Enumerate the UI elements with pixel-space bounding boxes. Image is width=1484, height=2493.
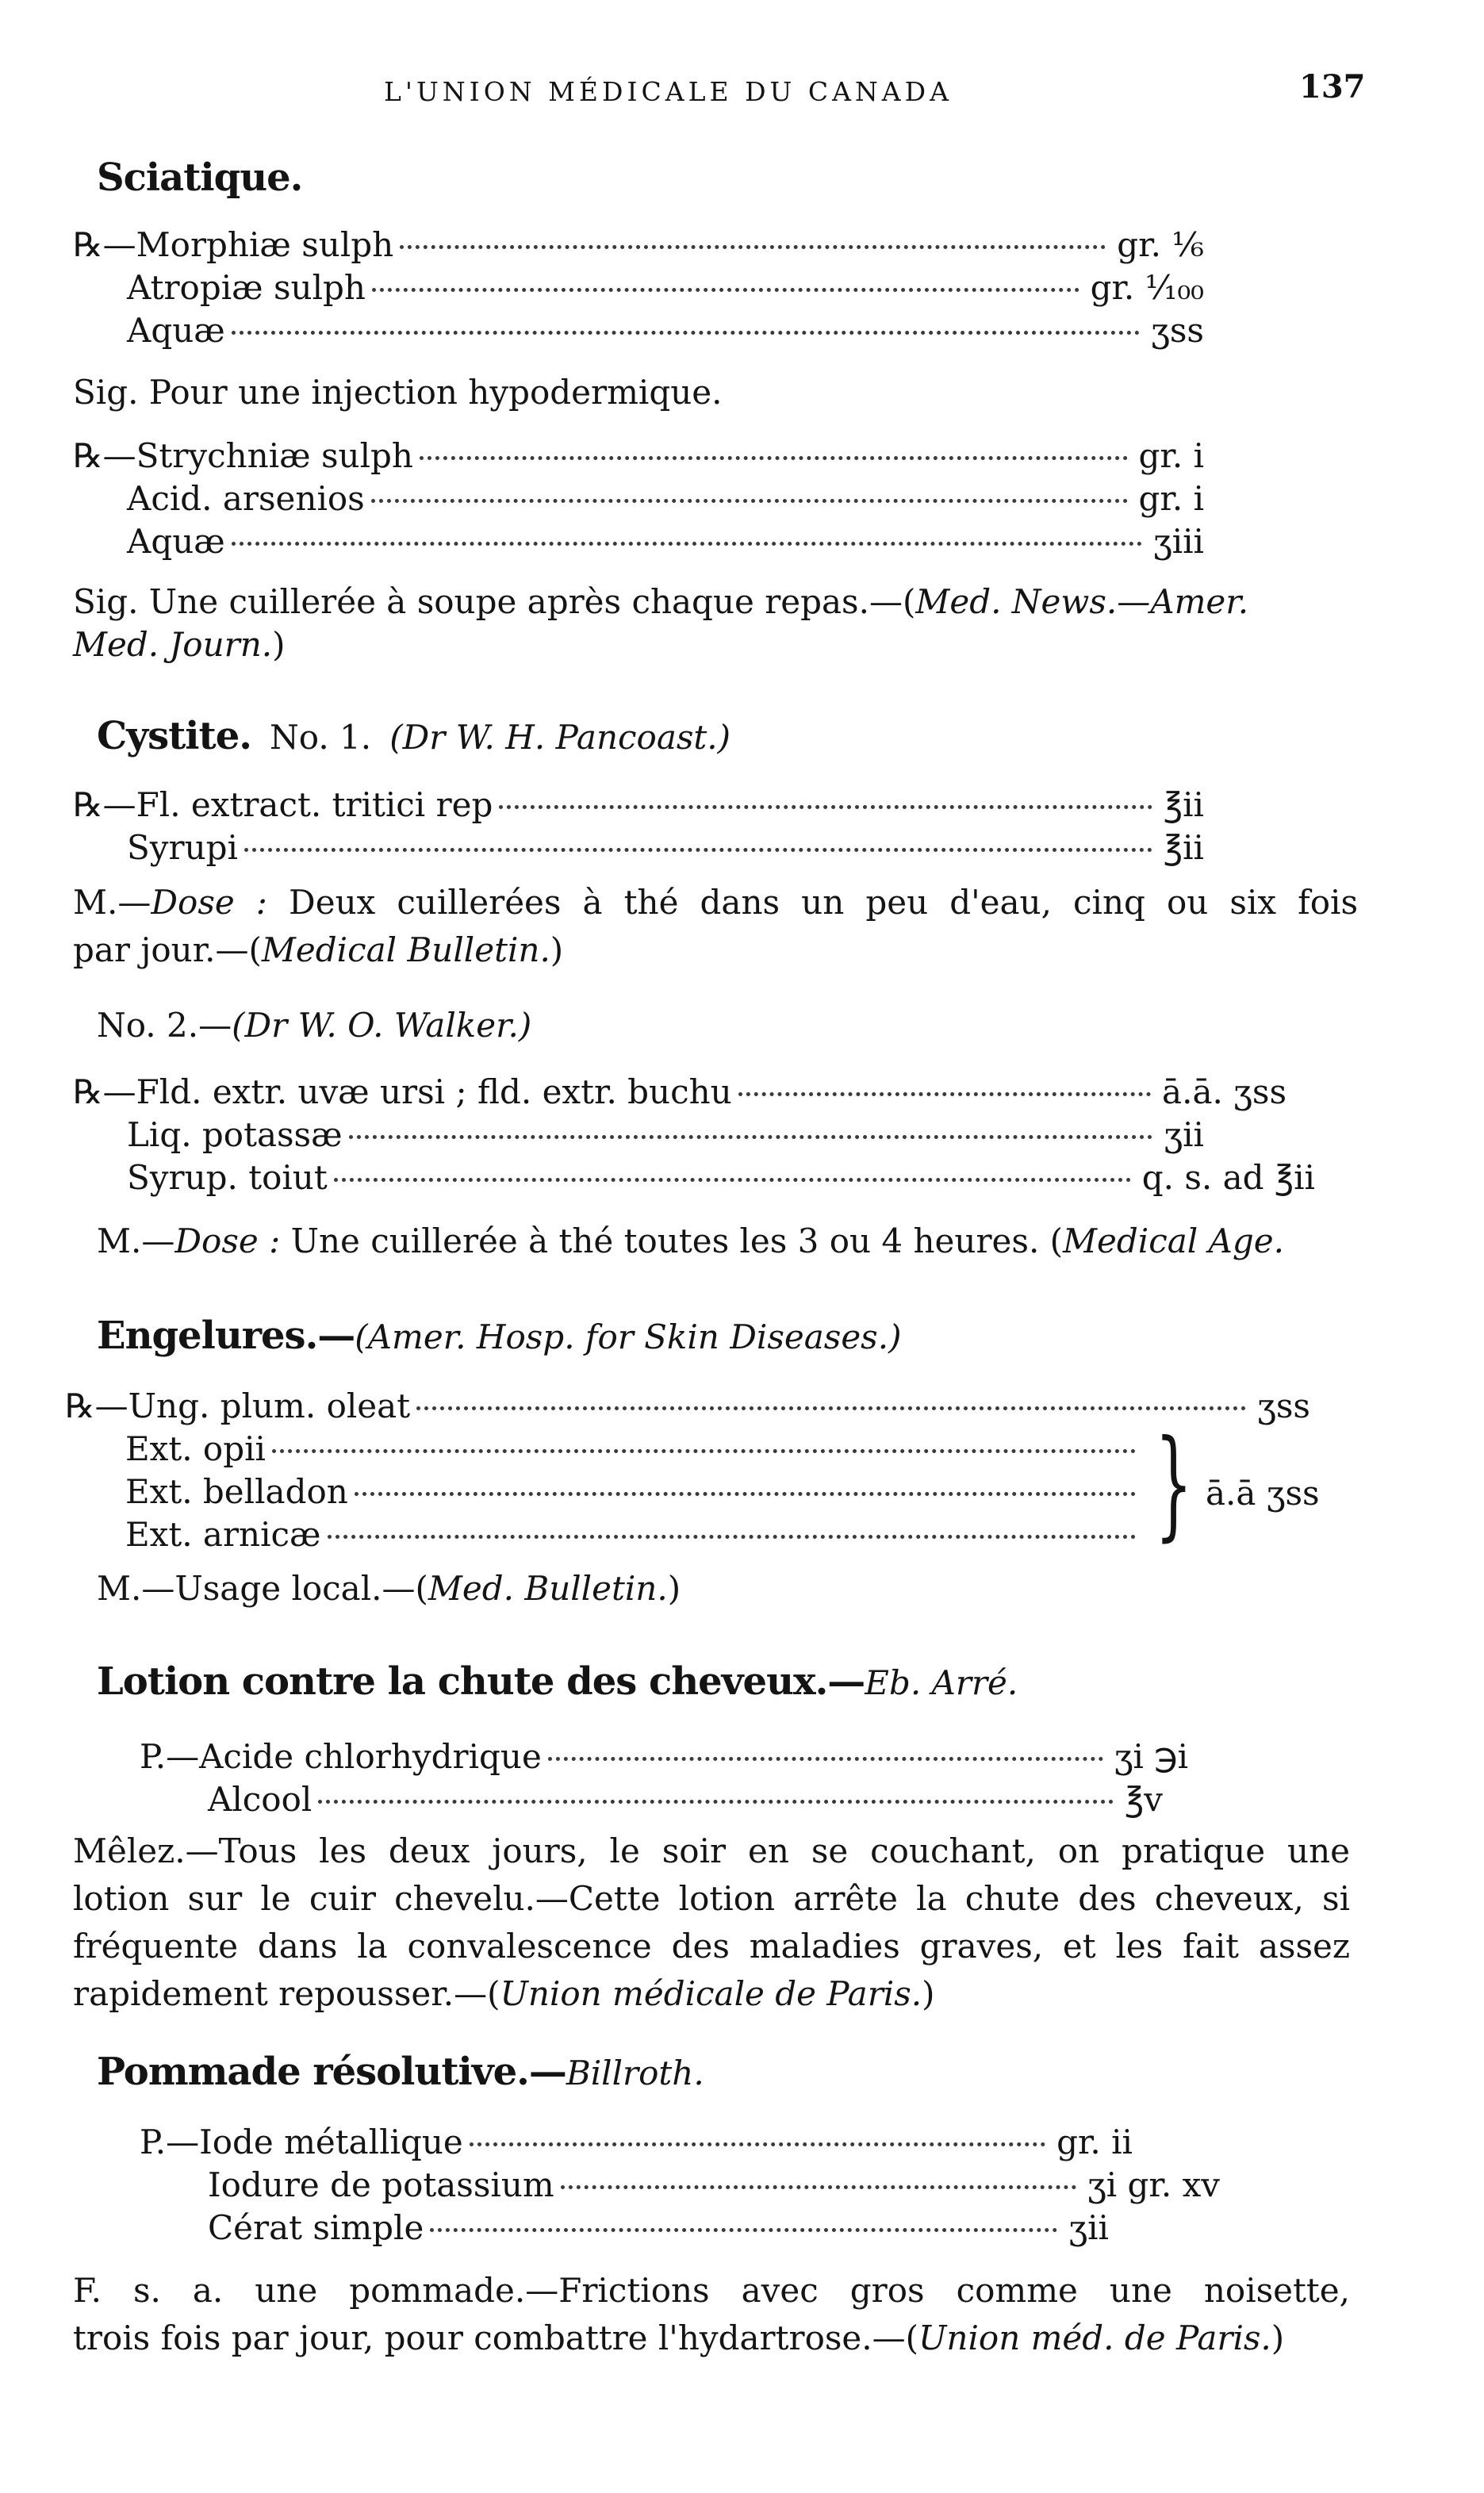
prescription-line: ℞—Strychniæ sulph gr. i — [73, 436, 1204, 475]
combined-dose: ā.ā ʒss — [1206, 1474, 1320, 1513]
prescription-line: Ext. opii — [125, 1429, 1147, 1468]
prescription-line: Syrup. toiut q. s. ad ℥ii — [127, 1158, 1315, 1197]
prescription-line: Aquæ ʒiii — [127, 522, 1204, 561]
formula-heading: No. 2.—(Dr W. O. Walker.) — [97, 1006, 532, 1045]
formula-author: (Dr W. H. Pancoast.) — [389, 718, 731, 757]
prescription-line: Syrupi ℥ii — [127, 828, 1204, 867]
prescription-line: ℞—Fl. extract. tritici rep ℥ii — [73, 785, 1204, 824]
usage-instruction: M.—Usage local.—(Med. Bulletin.) — [97, 1569, 681, 1608]
signature-instruction: Sig. Une cuillerée à soupe après chaque repas.—(Med. News.—Amer. — [73, 582, 1249, 621]
prescription-line: P.—Iode métallique gr. ii — [140, 2123, 1133, 2161]
section-title-sciatique: Sciatique. — [97, 155, 303, 200]
section-title-engelures: Engelures.— — [97, 1314, 355, 1358]
section-heading-cystite — [97, 714, 730, 758]
section-heading-lotion — [97, 1659, 1018, 1704]
running-header: L'UNION MÉDICALE DU CANADA — [384, 76, 953, 107]
prescription-line: Atropiæ sulph gr. ¹⁄₁₀₀ — [127, 268, 1204, 307]
section-title-lotion: Lotion contre la chute des cheveux.— — [97, 1659, 865, 1704]
section-author: Billroth. — [566, 2054, 704, 2092]
instruction-paragraph: Mêlez.—Tous les deux jours, le soir en se couchant, on pratique une lotion sur le cuir chevelu.—Cette lotion arrête la chute des cheveux, si fréquente dans la convalescence des maladies graves, et les fait assez rapidement repousser.—(Union médicale de Paris.) — [73, 1831, 1350, 2013]
signature-source: Med. Journ.) — [73, 625, 286, 664]
instruction-paragraph: F. s. a. une pommade.—Frictions avec gros comme une noisette, trois fois par jour, pour combattre l'hydartrose.—(Union méd. de Paris.) — [73, 2271, 1350, 2357]
right-brace-icon: } — [1155, 1415, 1193, 1553]
section-heading-pommade — [97, 2050, 704, 2094]
prescription-line: Alcool ℥v — [208, 1780, 1163, 1819]
prescription-line: ℞—Fld. extr. uvæ ursi ; fld. extr. buchu ā.ā. ʒss — [73, 1072, 1287, 1111]
section-source: (Amer. Hosp. for Skin Diseases.) — [355, 1317, 902, 1356]
prescription-line: Ext. arnicæ — [125, 1515, 1147, 1554]
dosage-paragraph: M.—Dose : Deux cuillerées à thé dans un peu d'eau, cinq ou six fois par jour.—(Medical Bulletin.) — [73, 883, 1358, 969]
prescription-line: Ext. belladon — [125, 1472, 1147, 1511]
prescription-line: P.—Acide chlorhydrique ʒi ℈i — [140, 1737, 1188, 1776]
prescription-line: ℞—Ung. plum. oleat ʒss — [65, 1386, 1310, 1425]
page-number: 137 — [1299, 68, 1366, 105]
section-heading-engelures — [97, 1314, 901, 1358]
prescription-line: Acid. arsenios gr. i — [127, 479, 1204, 518]
prescription-line: Liq. potassæ ʒii — [127, 1115, 1204, 1154]
section-author: Eb. Arré. — [865, 1663, 1018, 1702]
section-title-cystite: Cystite. — [97, 714, 251, 758]
prescription-line: Iodure de potassium ʒi gr. xv — [208, 2165, 1220, 2204]
dosage-instruction: M.—Dose : Une cuillerée à thé toutes les 3 ou 4 heures. (Medical Age. — [97, 1222, 1284, 1260]
prescription-line: Aquæ ʒss — [127, 311, 1204, 350]
section-title-pommade: Pommade résolutive.— — [97, 2050, 566, 2094]
prescription-line: ℞—Morphiæ sulph gr. ⅙ — [73, 225, 1204, 264]
signature-instruction: Sig. Pour une injection hypodermique. — [73, 373, 723, 412]
prescription-line: Cérat simple ʒii — [208, 2208, 1109, 2247]
formula-number: No. 1. — [270, 718, 372, 757]
